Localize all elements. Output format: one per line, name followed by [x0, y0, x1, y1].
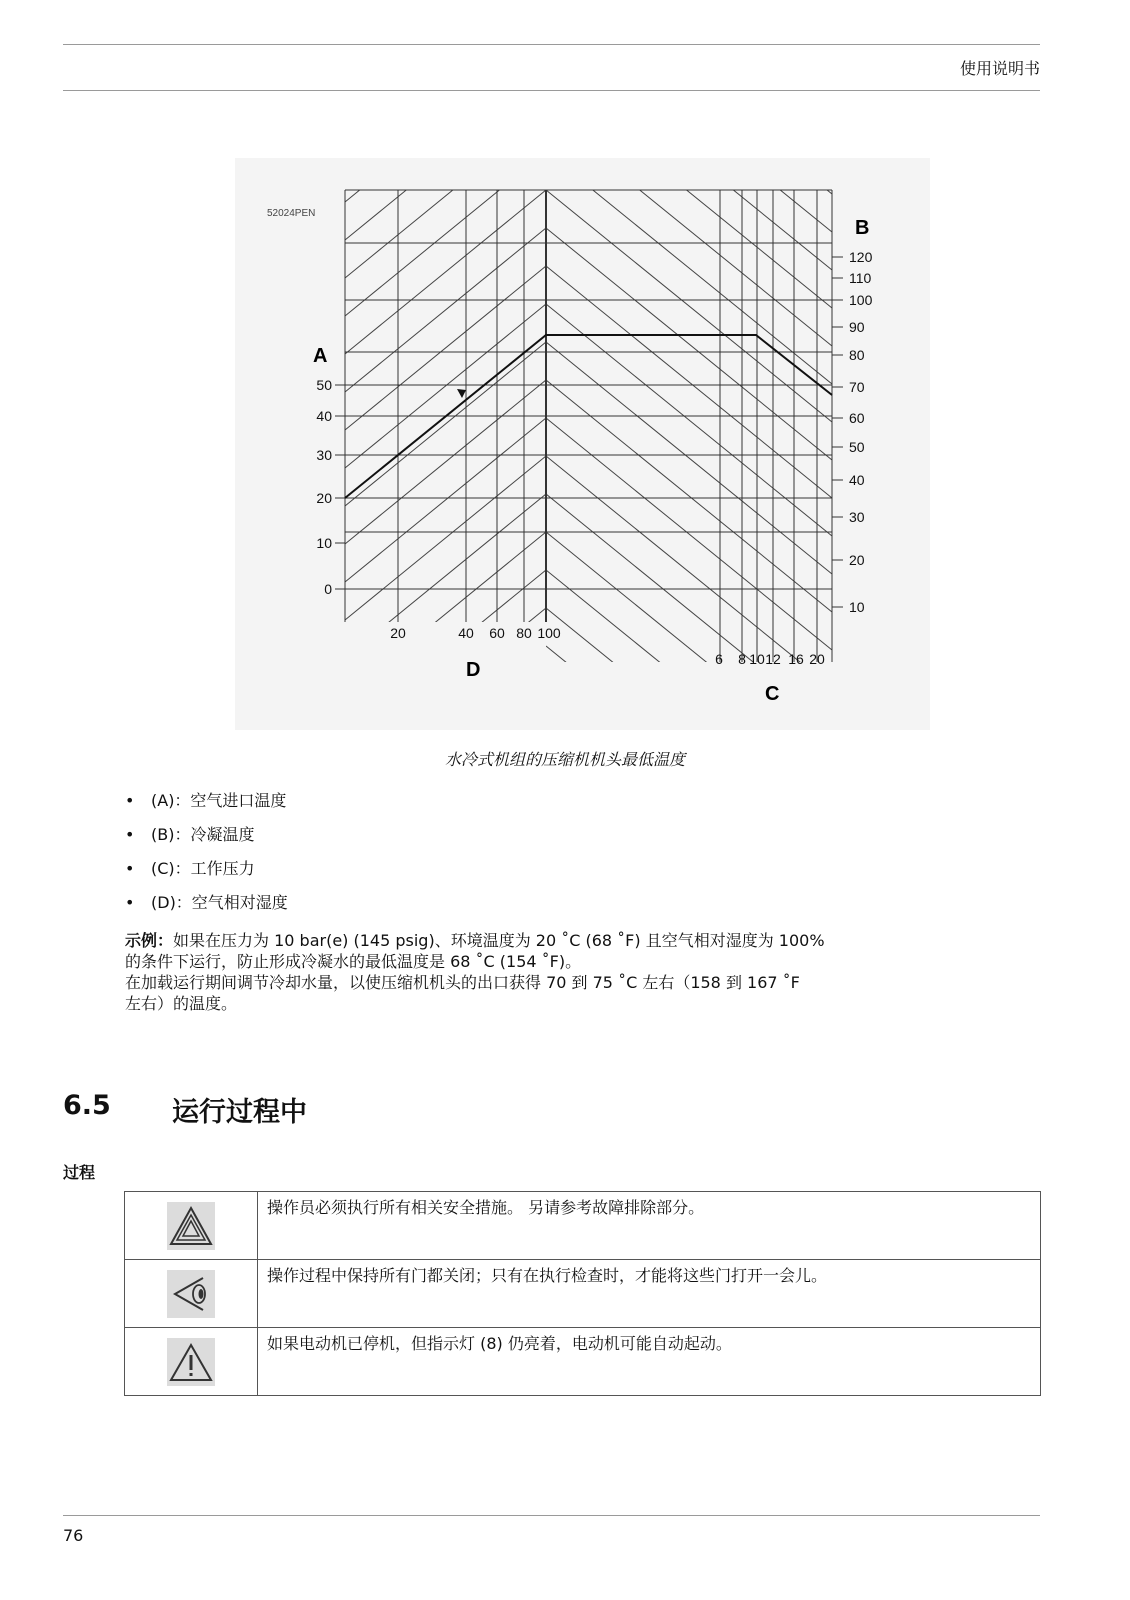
- table-text: 操作员必须执行所有相关安全措施。 另请参考故障排除部分。: [258, 1192, 1041, 1260]
- header-bottom-rule: [63, 90, 1040, 91]
- b-tick-label: 30: [849, 509, 865, 525]
- d-tick-label: 20: [390, 625, 406, 641]
- c-tick-label: 12: [765, 651, 781, 667]
- icon-cell: [125, 1328, 258, 1396]
- c-tick-label: 6: [715, 651, 723, 667]
- header-title: 使用说明书: [959, 59, 1040, 78]
- b-tick-label: 120: [849, 249, 873, 265]
- footer-rule: [63, 1515, 1040, 1516]
- b-tick-label: 50: [849, 439, 865, 455]
- table-text: 如果电动机已停机，但指示灯 (8) 仍亮着，电动机可能自动起动。: [258, 1328, 1041, 1396]
- figure-code: 52024PEN: [267, 208, 316, 219]
- example-line-2: 的条件下运行，防止形成冷凝水的最低温度是 68 ˚C (154 ˚F)。: [125, 952, 582, 971]
- subheading: 过程: [63, 1163, 96, 1182]
- figure-caption: 水冷式机组的压缩机机头最低温度: [444, 750, 685, 769]
- safety-table: [124, 1191, 1041, 1396]
- b-tick-label: 90: [849, 319, 865, 335]
- d-tick-label: 80: [516, 625, 532, 641]
- icon-cell: [125, 1260, 258, 1328]
- chart-axes: [335, 190, 843, 662]
- section-number: 6.5: [63, 1090, 111, 1121]
- legend-item-c: • (C)：工作压力: [125, 856, 288, 890]
- caution-exclamation-icon: [167, 1338, 215, 1386]
- table-row: [125, 1260, 1041, 1328]
- arrow-head: [457, 389, 466, 398]
- eye-inspection-icon: [167, 1270, 215, 1318]
- b-tick-label: 110: [849, 270, 872, 286]
- b-tick-label: 20: [849, 552, 865, 568]
- c-tick-label: 8: [738, 651, 746, 667]
- a-tick-label: 40: [316, 408, 332, 424]
- grid-right: [546, 158, 832, 730]
- c-tick-label: 16: [788, 651, 804, 667]
- header-top-rule: [63, 44, 1040, 45]
- legend-list: [125, 788, 288, 924]
- axis-letter-d: D: [466, 659, 481, 681]
- warning-triangle-icon: [167, 1202, 215, 1250]
- axis-letter-c: C: [765, 683, 780, 705]
- a-tick-label: 10: [316, 535, 332, 551]
- section-title: 运行过程中: [172, 1097, 307, 1128]
- d-tick-label: 100: [537, 625, 561, 641]
- table-row: [125, 1328, 1041, 1396]
- b-tick-label: 70: [849, 379, 865, 395]
- table-text: 操作过程中保持所有门都关闭；只有在执行检查时，才能将这些门打开一会儿。: [258, 1260, 1041, 1328]
- example-line-3: 在加载运行期间调节冷却水量，以使压缩机机头的出口获得 70 到 75 ˚C 左右（158 到 167 ˚F: [125, 973, 800, 992]
- axis-letter-a: A: [313, 345, 328, 367]
- legend-item-b: • (B)：冷凝温度: [125, 822, 288, 856]
- example-paragraph: [125, 930, 945, 1014]
- example-line-1: 如果在压力为 10 bar(e) (145 psig)、环境温度为 20 ˚C (68 ˚F) 且空气相对湿度为 100%: [173, 931, 825, 950]
- a-tick-label: 50: [316, 377, 332, 393]
- c-tick-label: 10: [749, 651, 765, 667]
- grid-left: [345, 158, 546, 730]
- a-tick-label: 30: [316, 447, 332, 463]
- legend-item-a: • (A)：空气进口温度: [125, 788, 288, 822]
- example-line-4: 左右）的温度。: [125, 994, 238, 1013]
- d-tick-label: 60: [489, 625, 505, 641]
- d-tick-label: 40: [458, 625, 474, 641]
- chart-svg: [235, 158, 930, 730]
- b-tick-label: 40: [849, 472, 865, 488]
- a-tick-label: 20: [316, 490, 332, 506]
- c-tick-label: 20: [809, 651, 825, 667]
- example-label: 示例：: [125, 931, 174, 950]
- icon-cell: [125, 1192, 258, 1260]
- temperature-chart: [235, 158, 930, 730]
- b-tick-label: 80: [849, 347, 865, 363]
- axis-letter-b: B: [855, 217, 870, 239]
- b-tick-label: 10: [849, 599, 865, 615]
- legend-item-d: • (D)：空气相对湿度: [125, 890, 288, 924]
- a-tick-label: 0: [324, 581, 332, 597]
- page-number: 76: [63, 1526, 84, 1545]
- table-row: [125, 1192, 1041, 1260]
- b-tick-label: 100: [849, 292, 873, 308]
- b-tick-label: 60: [849, 410, 865, 426]
